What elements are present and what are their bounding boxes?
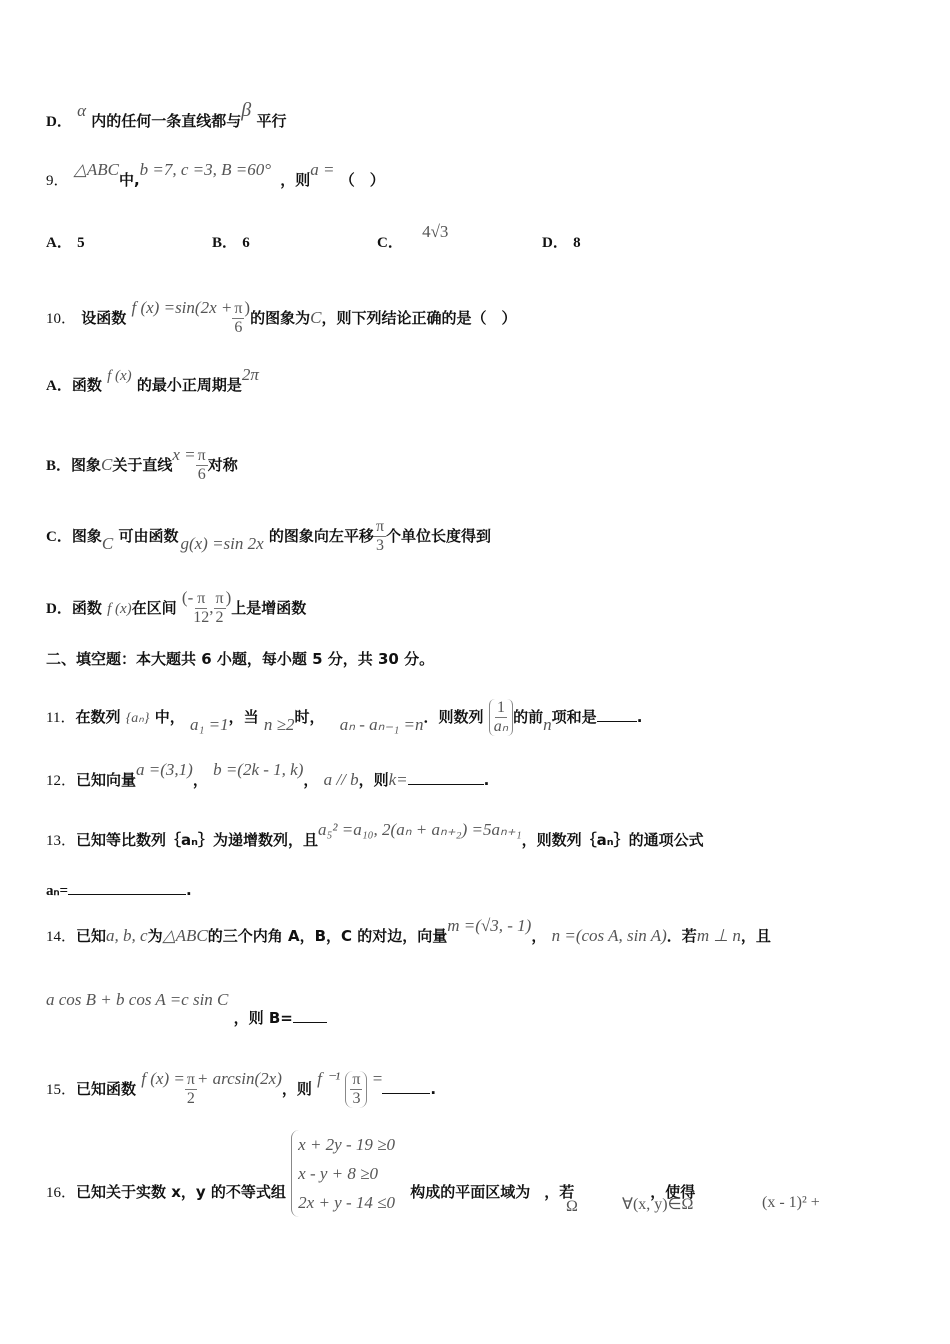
- math: a, b, c: [106, 926, 148, 945]
- text: ，: [531, 927, 547, 945]
- math: n: [543, 715, 552, 734]
- text: 关于直线: [112, 456, 173, 474]
- text: 中,: [118, 171, 140, 189]
- denominator: 6: [197, 466, 206, 483]
- fraction: [196, 447, 208, 484]
- text: ，则: [358, 771, 389, 789]
- math-expression: (x - 1)² +: [762, 1194, 820, 1211]
- q9-option-a: [46, 232, 85, 253]
- text: 设函数: [81, 309, 127, 327]
- option-label: B．: [212, 235, 238, 251]
- question-11: [46, 699, 642, 736]
- option-label: C．: [46, 529, 72, 545]
- text: 的最小正周期是: [136, 376, 242, 394]
- text: ，则: [281, 1080, 312, 1098]
- math: C: [101, 455, 113, 474]
- q9-option-d: [542, 232, 581, 253]
- math: f (x): [107, 601, 132, 617]
- math: a // b: [323, 770, 359, 789]
- answer-blank[interactable]: [68, 880, 186, 895]
- fraction-set: [489, 699, 513, 736]
- denominator: 3: [375, 537, 384, 554]
- math: m =(√3, - 1): [447, 916, 532, 935]
- math-alpha: α: [77, 101, 87, 120]
- math: m ⊥ n: [696, 926, 741, 945]
- text: 时，: [294, 708, 325, 726]
- question-9: [46, 160, 385, 191]
- text: ，且: [740, 927, 771, 945]
- question-12: [46, 760, 490, 791]
- text: .: [430, 1080, 437, 1098]
- text: 函数: [71, 376, 102, 394]
- answer-blank[interactable]: [408, 770, 484, 785]
- math: n ≥2: [263, 715, 295, 734]
- fraction: [185, 1071, 197, 1108]
- math: f (x): [107, 368, 132, 384]
- text: 项和是: [551, 708, 597, 726]
- denominator: 6: [234, 319, 243, 336]
- question-13: [46, 820, 704, 851]
- denominator: 12: [193, 609, 210, 626]
- q10-option-a: [46, 365, 259, 396]
- text: 函数: [71, 599, 102, 617]
- math: 2π: [241, 365, 259, 384]
- text: 在数列: [75, 708, 121, 726]
- option-label: A．: [46, 235, 72, 251]
- math-omega: Ω: [566, 1198, 578, 1215]
- fraction: [232, 300, 244, 337]
- question-10: [46, 300, 516, 337]
- math: a =(3,1): [136, 760, 193, 779]
- numerator: π: [186, 1071, 195, 1088]
- text: ，使得: [650, 1183, 696, 1201]
- math: △ABC: [73, 160, 119, 179]
- math: f (x) =: [141, 1069, 185, 1088]
- math: f (x) =sin(2x +: [131, 298, 233, 317]
- math: + arcsin(2x): [196, 1069, 282, 1088]
- text: ，当: [228, 708, 259, 726]
- math-beta: β: [241, 99, 252, 121]
- q13-answer: [46, 880, 192, 901]
- q9-option-c: [377, 222, 449, 253]
- math-forall: ∀(x, y)∈Ω: [622, 1196, 694, 1213]
- text: 已知关于实数 x，y 的不等式组: [76, 1183, 286, 1201]
- text: aₙ=: [46, 883, 69, 899]
- question-14-cont: [46, 990, 327, 1027]
- text: 构成的平面区域为: [410, 1183, 531, 1201]
- denominator: 2: [186, 1090, 195, 1107]
- math: f ⁻¹: [317, 1069, 341, 1088]
- text: 中，: [154, 708, 185, 726]
- option-label: B．: [46, 458, 72, 474]
- numerator: π: [352, 1071, 361, 1088]
- question-15: [46, 1071, 436, 1108]
- math: n =(cos A, sin A): [551, 926, 667, 945]
- q9-option-b: [212, 232, 250, 253]
- text: ，则数列｛aₙ｝的通项公式: [521, 831, 704, 849]
- math: k=: [388, 770, 408, 789]
- math: ,: [209, 598, 214, 617]
- option-value: 8: [573, 235, 581, 251]
- numerator: π: [234, 300, 243, 317]
- text: ，则下列结论正确的是（ ）: [321, 309, 517, 327]
- fraction: [214, 590, 226, 627]
- text: 已知: [76, 927, 107, 945]
- text: ，若: [544, 1183, 575, 1201]
- math: aₙ - aₙ₋₁ =n: [339, 715, 424, 734]
- math: a₁ =1: [189, 715, 229, 734]
- option-value: 5: [77, 235, 85, 251]
- text: ，则: [280, 171, 311, 189]
- text: 在区间: [131, 599, 177, 617]
- text: 已知向量: [76, 771, 137, 789]
- text: 已知等比数列｛aₙ｝为递增数列，且: [76, 831, 318, 849]
- question-number: 9．: [46, 173, 69, 189]
- text: ．若: [666, 927, 697, 945]
- math: a₅² =a₁₀, 2(aₙ + aₙ₊₂) =5aₙ₊₁: [317, 820, 522, 839]
- option-value: 4√3: [422, 222, 449, 241]
- text: 图象: [71, 527, 102, 545]
- math: a =: [310, 160, 335, 179]
- question-number: 15．: [46, 1082, 77, 1098]
- math: a cos B + b cos A =c sin C: [46, 990, 229, 1009]
- numerator: π: [375, 518, 385, 535]
- text: 图象: [71, 456, 102, 474]
- numerator: 1: [496, 699, 505, 716]
- q10-option-b: [46, 447, 238, 484]
- inequality: 2x + y - 14 ≤0: [298, 1193, 395, 1212]
- text: 个单位长度得到: [386, 527, 492, 545]
- question-number: 11．: [46, 710, 76, 726]
- question-number: 12．: [46, 773, 77, 789]
- text: 内的任何一条直线都与: [91, 112, 242, 130]
- denominator: 3: [352, 1090, 361, 1107]
- math: △ABC: [162, 926, 208, 945]
- math: x =: [172, 445, 196, 464]
- answer-blank[interactable]: [382, 1079, 430, 1094]
- text: 的图象向左平移: [268, 527, 374, 545]
- math: b =7, c =3, B =60°: [139, 160, 272, 179]
- fraction: [193, 590, 209, 627]
- math: C: [310, 308, 322, 327]
- math: (-: [181, 588, 194, 607]
- text: 的图象为: [250, 309, 311, 327]
- question-number: 14．: [46, 929, 77, 945]
- text: ．则数列: [423, 708, 484, 726]
- inequality: x + 2y - 19 ≥0: [298, 1135, 395, 1154]
- denominator: 2: [215, 609, 224, 626]
- text: .: [186, 881, 192, 899]
- section-heading: 二、填空题：本大题共 6 小题，每小题 5 分，共 30 分。: [46, 650, 435, 668]
- text: 对称: [207, 456, 238, 474]
- math: ): [244, 298, 251, 317]
- numerator: π: [215, 590, 224, 607]
- option-label: A．: [46, 378, 72, 394]
- q10-option-d: [46, 590, 306, 627]
- text: 的前: [513, 708, 544, 726]
- q10-option-c: [46, 518, 491, 555]
- option-label: C．: [377, 235, 403, 251]
- inequality-system: [291, 1130, 395, 1217]
- text: ，: [303, 771, 319, 789]
- text: 的三个内角 A，B，C 的对边，向量: [207, 927, 448, 945]
- paren-group: [345, 1071, 367, 1108]
- option-label: D．: [46, 114, 72, 130]
- text: ，: [192, 771, 208, 789]
- option-label: D．: [46, 601, 72, 617]
- numerator: π: [197, 590, 206, 607]
- q8-option-d: [46, 99, 287, 132]
- denominator: aₙ: [493, 718, 509, 735]
- answer-blank[interactable]: [597, 707, 637, 722]
- text: .: [483, 771, 490, 789]
- text: .: [636, 708, 643, 726]
- math: g(x) =sin 2x: [180, 534, 264, 553]
- text: 可由函数: [118, 527, 179, 545]
- math: =: [372, 1069, 383, 1088]
- math: C: [101, 534, 114, 553]
- option-label: D．: [542, 235, 568, 251]
- option-value: 6: [242, 235, 250, 251]
- math: ): [225, 588, 232, 607]
- text: 平行: [256, 112, 287, 130]
- text: 为: [147, 927, 163, 945]
- question-16: [46, 1135, 696, 1217]
- question-number: 13．: [46, 833, 77, 849]
- fraction: [374, 518, 386, 555]
- question-14: [46, 916, 771, 947]
- answer-paren: （ ）: [339, 171, 385, 189]
- question-number: 10．: [46, 311, 77, 327]
- math: b =(2k - 1, k): [213, 760, 304, 779]
- numerator: π: [197, 447, 206, 464]
- math: {aₙ}: [125, 711, 150, 726]
- text: 已知函数: [76, 1080, 137, 1098]
- text: 上是增函数: [231, 599, 307, 617]
- question-number: 16．: [46, 1185, 77, 1201]
- inequality: x - y + 8 ≥0: [298, 1164, 378, 1183]
- text: ，则 B=: [233, 1009, 293, 1027]
- answer-blank[interactable]: [293, 1008, 327, 1023]
